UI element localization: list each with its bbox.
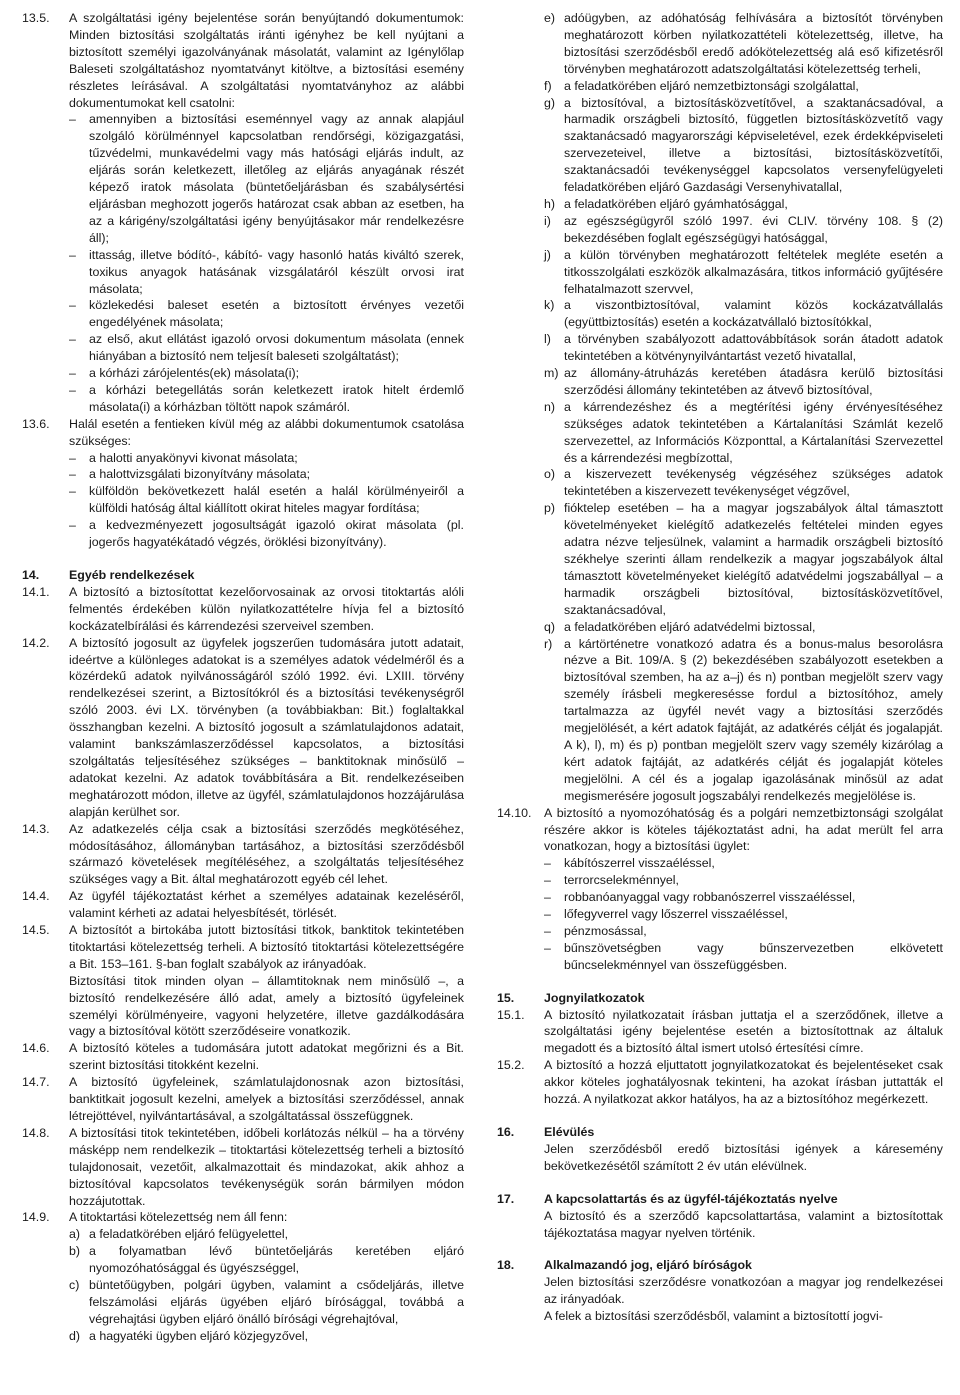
- list-item: l) a törvényben szabályozott adattovábbítások során átadott adatok tekintetében a kötvénynyilvántartást vezető hivatallal,: [544, 332, 943, 364]
- section-14-8: 14.8. A biztosítási titok tekintetében, időbeli korlátozás nélkül – ha a törvény másképp nem rendelkezik – titoktartási kötelezettség terheli a biztosító tulajdonosait, vezetőit, alkalmazottait és mindazokat, akik ahhoz a biztosítóval kapcsolatos tevékenységük során bármilyen módon hozzájutottak.: [22, 1125, 464, 1208]
- section-14-10: 14.10. A biztosító a nyomozóhatóság és a polgári nemzetbiztonsági szolgálat részére akkor is köteles tájékoztatást adni, ha adat merült fel arra vonatkozan, hogy a biztosítási ügylet:: [497, 805, 943, 854]
- left-column: [22, 10, 464, 1345]
- list-item: – külföldön bekövetkezett halál esetén a halál körülményeiről a külföldi hatóság által kiállított okirat hiteles magyar fordítása;: [69, 484, 464, 516]
- list-item: – pénzmosással,: [544, 923, 647, 938]
- section-15-1: 15.1. A biztosító nyilatkozatait írásban juttatja el a szerződőnek, illetve a szolgáltatási igény bejelentése esetén a biztosítottnak az általuk megadott és a biztosító által ismert utolsó értesítési címre.: [497, 1007, 943, 1056]
- list-item: r) a kártörténetre vonatkozó adatra és a bonus-malus besorolásra nézve a Bit. 109/A. § (2) bekezdésében szabályozott esetekben a biztosítóval szemben, ha az a–j) és n) pontban megjelölt szerv vagy személy írásbeli megkeresésse fordul a biztosítóhoz, amely tartalmazza az ügyfél nevét vagy a biztosítási szerződés megjelölését, a kért adatok fajtáját, az adatkérés célját és jogalapját. A k), l), m) és p) pontban megjelölt szerv vagy személy kizárólag a kért adatok fajtáját, az adatkérés célját és jogalapját köteles megjelölni. A cél és a jogalap igazolásának minősül az adat megismerésére jogosult jogszabályi rendelkezés megjelölése is.: [544, 636, 943, 803]
- list-item: j) a külön törvényben meghatározott feltételek megléte esetén a titkosszolgálati eszközök alkalmazására, titkos információ gyűjtésére felhatalmazott szervvel,: [544, 247, 943, 296]
- section-text: A szolgáltatási igény bejelentése során benyújtandó dokumentumok: Minden biztosítási szolgáltatás iránti igényhez be kell nyújtani a biztosított személyi igazolványának másolatát, valamint az Igénylőlap Baleseti szolgáltatáshoz nyomtatványt kitöltve, a biztosítási esemény részletes leírásával. A szolgáltatási nyomtatványhoz az alábbi dokumentumokat kell csatolni:: [69, 11, 464, 110]
- list-item: – a kórházi zárójelentés(ek) másolata(i);: [69, 366, 300, 381]
- list-item: e) adóügyben, az adóhatóság felhívására a biztosítót törvényben meghatározott körben nyilatkozattételi kötelezettség, illetve, ha biztosítási szerződésből eredő adókötelezettség alá eső kifizetésről törvényben meghatározott adatszolgáltatási kötelezettség terheli,: [544, 11, 943, 76]
- list-item: – az első, akut ellátást igazoló orvosi dokumentum másolata (ennek hiányában a biztosító nem teljesít baleseti szolgáltatást);: [69, 332, 464, 364]
- heading-16: 16. Elévülés: [497, 1125, 595, 1139]
- section-14-7: 14.7. A biztosító ügyfeleinek, számlatulajdonosnak azon biztosítási, banktitkait jogosult kezelni, amelyek a biztosítási szerződéssel, annak létrejöttével, nyilvántartásával, a szolgáltatással összefüggnek.: [22, 1075, 464, 1123]
- list-item: – a halotti anyakönyvi kivonat másolata;: [69, 450, 298, 465]
- list-item: n) a kárrendezéshez és a megtérítési igény érvényesítéséhez szükséges adatok tekintetében a Kártalanítási Számlát kezelő szervezettel, az Információs Központtal, a Kártalanítási Szervezettel és a kárrendezési megbízottal,: [544, 399, 943, 465]
- list-item: – közlekedési baleset esetén a biztosított érvényes vezetői engedélyének másolata;: [69, 298, 464, 330]
- list-item: q) a feladatkörében eljáró adatvédelmi biztossal,: [544, 619, 816, 634]
- list-item: k) a viszontbiztosítóval, valamint közös kockázatvállalás (együttbiztosítás) esetén a kockázatvállaló biztosítókkal,: [544, 298, 943, 330]
- section-14-1: 14.1. A biztosító a biztosítottat kezelőorvosainak az orvosi titoktartás alóli felmentés érdekében külön nyilatkozattételre hívja fel a biztosító kockázatelbírálási és kárrendezési szerveivel szemben.: [22, 584, 464, 633]
- section-16-text: Jelen szerződésből eredő biztosítási igények a káresemény bekövetkezésétől számított 2 év után elévülnek.: [544, 1141, 943, 1173]
- list-item: p) fióktelep esetében – ha a magyar jogszabályok által támasztott követelményeket kielégítő adatkezelés feltételei minden egyes adatra nézve teljesülnek, valamint a harmadik országbeli biztosító székhelye szerinti állam rendelkezik a magyar jogszabályok által támasztott követelményeket kielégítő adatvédelmi jogszabállyal – a harmadik országbeli biztosítóval, biztosításközvetítővel, szaktanácsadóval,: [544, 501, 943, 617]
- heading-15: 15. Jognyilatkozatok: [497, 990, 645, 1005]
- list-item: d) a hagyatéki ügyben eljáró közjegyzővel,: [69, 1328, 309, 1343]
- list-item: c) büntetőügyben, polgári ügyben, valamint a csődeljárás, illetve felszámolási eljárás ügyében eljáró bírósággal, továbbá a végrehajtási ügyben eljáró önálló bírósági végrehajtóval,: [69, 1278, 464, 1326]
- list-item: – amennyiben a biztosítási eseménnyel vagy az annak alapjául szolgáló körülménnyel kapcsolatban rendőrségi, közigazgatási, tűzvédelmi, munkavédelmi vagy más hatósági eljárás indult, az eljárás során keletkezett, illetőleg az eljárás anyagának részét képező iratok másolata (büntetőeljárásban és szabálysértési eljárásban meghozott jogerős határozat csak abban az esetben, ha az a kárigény/szolgáltatási igény benyújtásakor már rendelkezésre áll);: [69, 112, 464, 245]
- section-number: 13.5.: [22, 11, 50, 25]
- list-item: – lőfegyverrel vagy lőszerrel visszaéléssel,: [544, 907, 788, 922]
- list-item: – ittasság, illetve bódító-, kábító- vagy hasonló hatás kiváltó szerek, toxikus anyagok hatásának vizsgálatáról készült orvosi irat másolata;: [69, 247, 464, 296]
- list-item: a) a feladatkörében eljáró felügyelettel,: [69, 1227, 289, 1242]
- right-column: [497, 10, 943, 1325]
- list-item: f) a feladatkörében eljáró nemzetbiztonsági szolgálattal,: [544, 78, 859, 93]
- section-14-5: 14.5. A biztosítót a birtokába jutott biztosítási titkok, banktitok tekintetében titoktartási kötelezettség terheli. A biztosító titoktartási kötelezettségére a Bit. 153–161. §-ban foglalt szabályok az irányadóak. Biztosítási titok minden olyan – államtitoknak nem minősülő –, a biztosító rendelkezésére álló adat, amely a biztosító ügyfeleinek személyi körülményeire, vagyoni helyzetére, illetve gazdálkodására vagy a biztosítóval kötött szerződéseire vonatkozik.: [22, 923, 464, 1039]
- list-item: – a halottvizsgálati bizonyítvány másolata;: [69, 467, 311, 482]
- section-14-2: 14.2. A biztosító jogosult az ügyfelek jogszerűen tudomására jutott adatait, ideértve a különleges adatokat is a személyes adatok védelméről és a közérdekű adatok nyilvánosságáról szóló 1992. évi. LXIII. törvény rendelkezései szerint, a Biztosítókról és a biztosítási tevékenységről szóló 2003. évi LX. törvényben (a továbbiakban: Bit.) foglaltakkal összhangban kezelni. A biztosító jogosult a számlatulajdonos adatait, valamint bankszámlaszerződéssel kapcsolatos, a biztosítási szolgáltatás teljesítéséhez szükséges – banktitoknak minősülő – adatokat kezelni. Az adatok továbbítására a Bit. rendelkezéseiben meghatározott módon, illetve az ügyfél, számlatulajdonos hozzájárulása alapján kerülhet sor.: [22, 635, 464, 819]
- section-number: 13.6.: [22, 416, 50, 431]
- section-14-3: 14.3. Az adatkezelés célja csak a biztosítási szerződés megkötéséhez, módosításához, állományban tartásához, a biztosítási szerződésből származó követelések megítéléséhez, a szolgáltatás teljesítéséhez szükséges vagy a Bit. által meghatározott egyéb cél lehet.: [22, 821, 464, 887]
- list-item: o) a kiszervezett tevékenység végzéséhez szükséges adatok tekintetében a kiszervezett tevékenységet végzővel,: [544, 467, 943, 499]
- list-item: – bűnszövetségben vagy bűnszervezetben elkövetett bűncselekménnyel van összefüggésben.: [544, 940, 943, 972]
- section-14-6: 14.6. A biztosító köteles a tudomására jutott adatokat megőrizni és a Bit. szerint biztosítási titokként kezelni.: [22, 1041, 464, 1073]
- heading-17: 17. A kapcsolattartás és az ügyfél-tájékoztatás nyelve: [497, 1191, 838, 1206]
- section-13-6: [22, 416, 464, 450]
- list-item: – terrorcselekménnyel,: [544, 873, 680, 888]
- list-item: b) a folyamatban lévő büntetőeljárás keretében eljáró nyomozóhatósággal és ügyészséggel,: [69, 1244, 464, 1276]
- list-item: i) az egészségügyről szóló 1997. évi CLIV. törvény 108. § (2) bekezdésében foglalt egészségügyi hatósággal,: [544, 213, 943, 245]
- section-18-text: Jelen biztosítási szerződésre vonatkozóan a magyar jog rendelkezései az irányadóak. A felek a biztosítási szerződésből, valamint a biztosítottí jogvi-: [544, 1275, 943, 1324]
- list-item: – kábítószerrel visszaéléssel,: [544, 856, 715, 871]
- section-text: Halál esetén a fentieken kívül még az alábbi dokumentumok csatolása szükséges:: [69, 416, 464, 448]
- section-14-4: 14.4. Az ügyfél tájékoztatást kérhet a személyes adatainak kezeléséről, valamint kérheti az adatai helyesbítését, törlését.: [22, 889, 464, 921]
- section-15-2: 15.2. A biztosító a hozzá eljuttatott jognyilatkozatokat és bejelentéseket csak akkor köteles joghatályosnak tekinteni, ha azokat írásban juttatták el hozzá. A nyilatkozat akkor hatályos, ha az a biztosítóhoz megérkezett.: [497, 1058, 943, 1107]
- list-item: – a kedvezményezett jogosultságát igazoló okirat másolata (pl. jogerős hagyatékátadó végzés, öröklési bizonyítvány).: [69, 518, 464, 550]
- section-13-5: [22, 10, 464, 111]
- list-item: – robbanóanyaggal vagy robbanószerrel visszaéléssel,: [544, 890, 856, 905]
- section-14-9: 14.9. A titoktartási kötelezettség nem áll fenn:: [22, 1210, 288, 1225]
- list-item: m) az állomány-átruházás keretében átadásra kerülő biztosítási szerződési állomány tekintetében az átvevő biztosítóval,: [544, 366, 943, 397]
- heading-14: 14. Egyéb rendelkezések: [22, 568, 195, 582]
- list-item: g) a biztosítóval, a biztosításközvetítővel, a szaktanácsadóval, a harmadik országbeli biztosító, független biztosításközvetítő vagy szaktanácsadó magyarországi képviseletével, ezek érdekképviseleti szervezeteivel, illetve a biztosítási, biztosításközvetítői, szaktanácsadói tevékenységgel kapcsolatos versenyfelügyeleti feladatkörében eljáró Gazdasági Versenyhivatallal,: [544, 95, 943, 195]
- list-item: – a kórházi betegellátás során keletkezett iratok hitelt érdemlő másolata(i) a kórházban töltött napok számáról.: [69, 382, 464, 414]
- section-17-text: A biztosító és a szerződő kapcsolattartása, valamint a biztosítottak tájékoztatása magyar nyelven történik.: [544, 1208, 943, 1240]
- list-item: h) a feladatkörében eljáró gyámhatósággal,: [544, 196, 788, 211]
- heading-18: 18. Alkalmazandó jog, eljáró bíróságok: [497, 1258, 752, 1273]
